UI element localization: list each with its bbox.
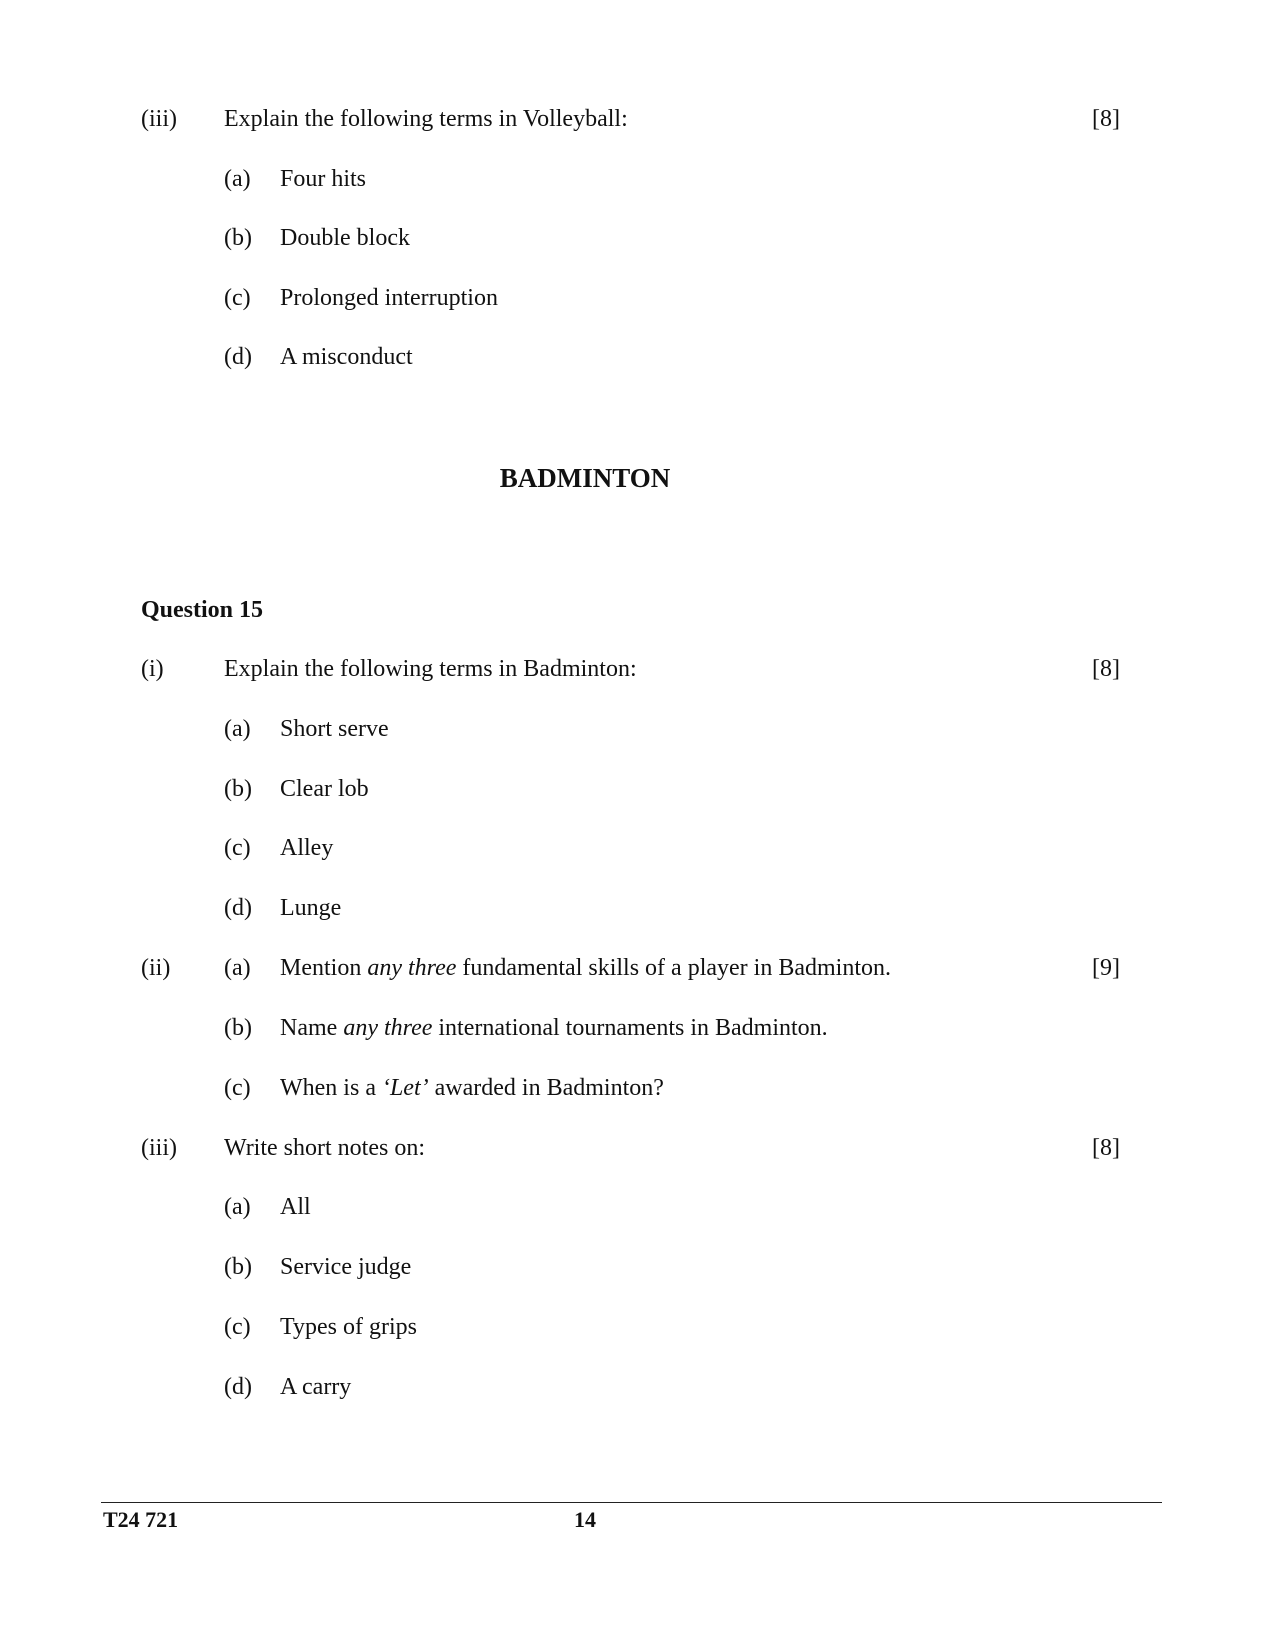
sub-item-text: A carry [280,1374,352,1400]
sub-item-text: Alley [280,835,334,861]
sub-item-row [0,1310,1275,1344]
part-number: (iii) [141,1135,177,1161]
page-number: 14 [574,1507,596,1532]
part-prompt: Explain the following terms in Badminton: [224,656,637,682]
sub-item-label: (d) [224,344,252,370]
sub-item-label: (b) [224,225,252,251]
sub-item-label: (c) [224,1075,251,1101]
sub-item-row [0,1370,1275,1404]
marks-label: [9] [1092,955,1120,981]
sub-item-text: Prolonged interruption [280,285,498,311]
sub-item-text: When is a ‘Let’ awarded in Badminton? [280,1075,664,1101]
sub-item-row [0,891,1275,925]
sub-item-label: (c) [224,285,251,311]
sub-item-row [0,772,1275,806]
sub-item-text: A misconduct [280,344,413,370]
sub-item-row [0,1250,1275,1284]
sub-item-label: (c) [224,1314,251,1340]
sub-item-text: Double block [280,225,410,251]
sub-item-row [0,281,1275,315]
sub-item-text: Types of grips [280,1314,417,1340]
sub-item-text: Service judge [280,1254,412,1280]
sub-item-label: (a) [224,1194,251,1220]
part-number: (i) [141,656,164,682]
sub-item-row [0,1071,1275,1105]
sub-item-text: Short serve [280,716,389,742]
sub-item-label: (b) [224,776,252,802]
question-title: Question 15 [141,597,264,623]
sub-item-row [0,340,1275,374]
sub-item-row [0,831,1275,865]
question-part-row [0,1131,1275,1165]
sub-item-label: (d) [224,1374,252,1400]
footer-divider [101,1502,1162,1503]
sub-item-row [0,1011,1275,1045]
sub-item-row [0,712,1275,746]
section-heading: BADMINTON [499,463,671,493]
marks-label: [8] [1092,106,1120,132]
part-prompt: Write short notes on: [224,1135,425,1161]
part-number: (iii) [141,106,177,132]
marks-label: [8] [1092,656,1120,682]
sub-item-text: Four hits [280,166,367,192]
question-part-row [0,951,1275,985]
part-number: (ii) [141,955,171,981]
question-part-row [0,102,1275,136]
sub-item-label: (d) [224,895,252,921]
part-prompt: Explain the following terms in Volleyball: [224,106,628,132]
sub-item-text: Clear lob [280,776,369,802]
sub-item-text: Mention any three fundamental skills of a player in Badminton. [280,955,891,981]
sub-item-row [0,1190,1275,1224]
sub-item-label: (b) [224,1015,252,1041]
sub-item-row [0,221,1275,255]
sub-item-label: (a) [224,955,251,981]
sub-item-row [0,162,1275,196]
sub-item-label: (b) [224,1254,252,1280]
sub-item-label: (c) [224,835,251,861]
sub-item-label: (a) [224,716,251,742]
sub-item-label: (a) [224,166,251,192]
sub-item-text: Name any three international tournaments in Badminton. [280,1015,828,1041]
paper-code: T24 721 [103,1507,179,1532]
question-part-row [0,652,1275,686]
sub-item-text: Lunge [280,895,342,921]
sub-item-text: All [280,1194,311,1220]
marks-label: [8] [1092,1135,1120,1161]
